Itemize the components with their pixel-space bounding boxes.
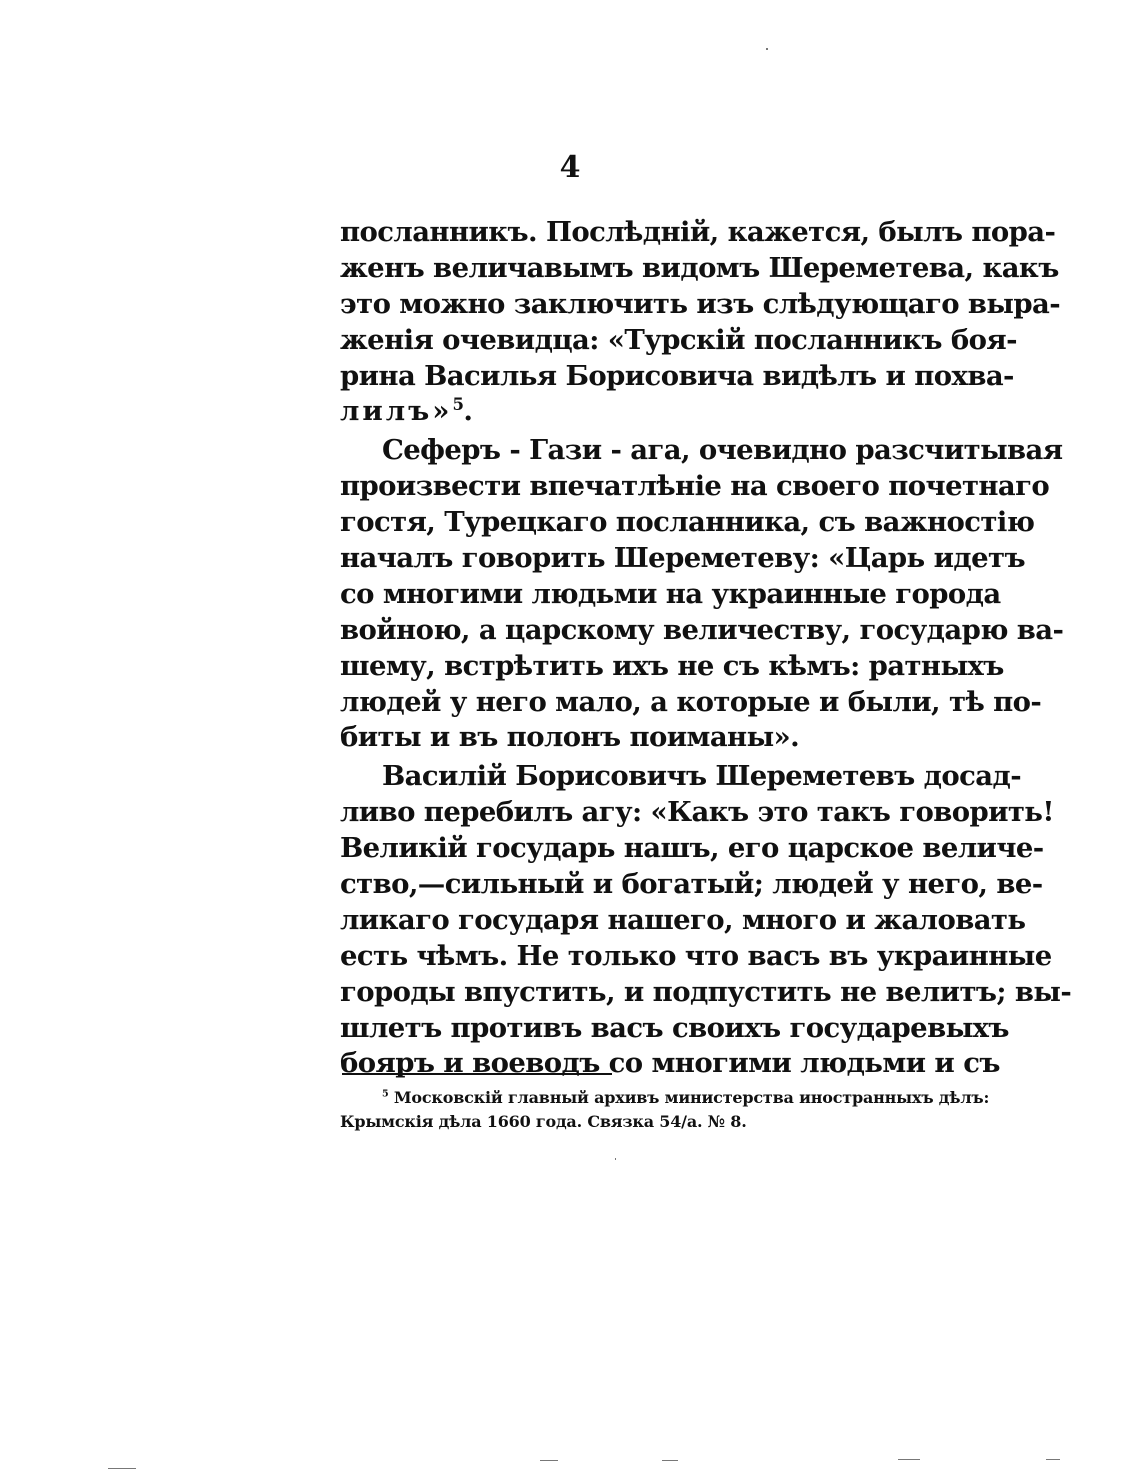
text-line: началъ говорить Шереметеву: «Царь идетъ <box>340 542 1025 575</box>
text-line: биты и въ полонъ поиманы». <box>340 721 800 754</box>
footnote-reference: 5 <box>452 395 464 415</box>
text-line: войною, а царскому величеству, государю ва- <box>340 613 1064 646</box>
text-line: гостя, Турецкаго посланника, съ важностiю <box>340 506 1035 539</box>
footnote-line <box>340 1086 990 1110</box>
footnote-marker: 5 <box>382 1088 389 1100</box>
scan-speck <box>108 1468 136 1469</box>
scan-speck <box>615 1158 616 1160</box>
text-line: Великiй государь нашъ, его царское величе- <box>340 832 1044 865</box>
footnote <box>340 1086 990 1134</box>
text-line: рина Василья Борисовича видѣлъ и похва- <box>340 359 1014 392</box>
text-line: ликаго государя нашего, много и жаловать <box>340 903 1026 936</box>
text-line: это можно заключить изъ слѣдующаго выра- <box>340 287 1061 320</box>
scan-speck <box>766 48 768 50</box>
text-line: людей у него мало, а которые и были, тѣ по- <box>340 685 1042 718</box>
spaced-word: лилъ» <box>340 395 453 428</box>
footnote-line: Крымскiя дѣла 1660 года. Связка 54/а. № 8. <box>340 1112 747 1131</box>
text-line: городы впустить, и подпустить не велитъ; вы- <box>340 975 1072 1008</box>
sentence-end: . <box>463 395 473 428</box>
text-line: бояръ и воеводъ со многими людьми и съ <box>340 1047 1000 1080</box>
text-line: произвести впечатлѣнiе на своего почетнаго <box>340 470 1050 503</box>
text-line: есть чѣмъ. Не только что васъ въ украинные <box>340 939 1052 972</box>
text-line: шлетъ противъ васъ своихъ государевыхъ <box>340 1011 1009 1044</box>
text-line: Сеферъ - Гази - ага, очевидно разсчитывая <box>382 434 1063 467</box>
text-line: ство,—сильный и богатый; людей у него, ве- <box>340 868 1043 901</box>
text-line: со многими людьми на украинные города <box>340 577 1001 610</box>
footnote-divider <box>342 1073 612 1075</box>
scan-speck <box>662 1460 678 1461</box>
text-line: посланникъ. Послѣднiй, кажется, былъ пора- <box>340 216 1056 248</box>
body-text <box>340 215 1072 1082</box>
scan-speck <box>898 1459 920 1460</box>
page-number: 4 <box>559 150 581 185</box>
text-line: женiя очевидца: «Турскiй посланникъ боя- <box>340 323 1017 356</box>
scan-speck <box>540 1460 558 1461</box>
text-line: Василiй Борисовичъ Шереметевъ досад- <box>382 760 1022 793</box>
footnote-text: Московскiй главный архивъ министерства иностранныхъ дѣлъ: <box>393 1088 990 1107</box>
scan-speck <box>1046 1459 1060 1460</box>
text-line: женъ величавымъ видомъ Шереметева, какъ <box>340 251 1059 284</box>
text-line: ливо перебилъ агу: «Какъ это такъ говорить! <box>340 796 1054 829</box>
text-line: шему, встрѣтить ихъ не съ кѣмъ: ратныхъ <box>340 649 1004 682</box>
text-line <box>340 394 930 430</box>
